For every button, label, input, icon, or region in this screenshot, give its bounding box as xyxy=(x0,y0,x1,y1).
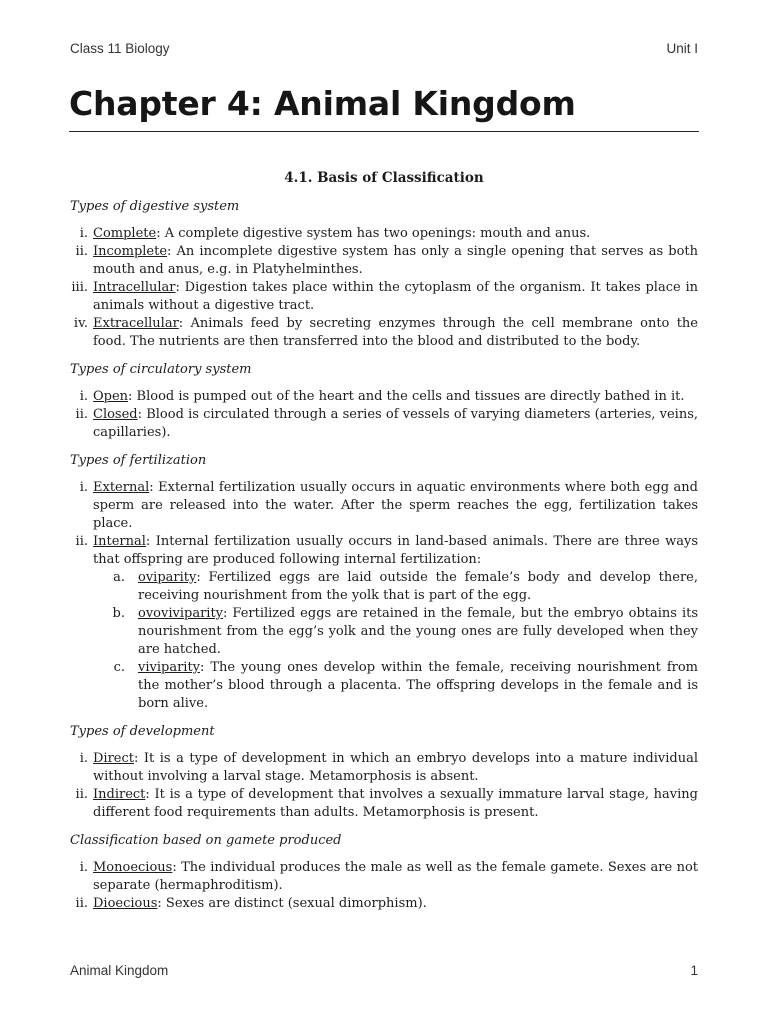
item-term: Monoecious xyxy=(93,860,173,875)
item-term: Complete xyxy=(93,226,157,241)
list-item xyxy=(70,859,698,895)
item-text: : It is a type of development in which an embryo develops into a mature individual without involving a larval stage. Metamorphosis is absent. xyxy=(93,751,698,784)
group-heading-gamete: Classification based on gamete produced xyxy=(70,833,342,848)
list-item xyxy=(70,243,698,279)
list-item xyxy=(70,225,698,243)
item-number: ii. xyxy=(75,244,88,259)
page-number: 1 xyxy=(690,963,698,978)
sublist-item xyxy=(93,569,698,605)
item-number: ii. xyxy=(75,787,88,802)
list-item xyxy=(70,279,698,315)
item-text: : It is a type of development that involves a sexually immature larval stage, having different food requirements than adults. Metamorphosis is present. xyxy=(93,787,698,820)
list-development xyxy=(70,750,698,822)
subitem-term: ovoviviparity xyxy=(138,606,224,621)
item-term: Intracellular xyxy=(93,280,176,295)
list-fertilization xyxy=(70,479,698,713)
item-text: : External fertilization usually occurs in aquatic environments where both egg and sperm are released into the water. After the sperm reaches the egg, fertilization takes place. xyxy=(93,480,698,531)
item-text: : An incomplete digestive system has only a single opening that serves as both mouth and anus, e.g. in Platyhelminthes. xyxy=(93,244,698,277)
item-term: Indirect xyxy=(93,787,146,802)
list-item xyxy=(70,533,698,713)
item-number: i. xyxy=(79,751,88,766)
footer-chapter-name: Animal Kingdom xyxy=(70,963,169,978)
group-heading-digestive: Types of digestive system xyxy=(70,199,240,214)
item-number: i. xyxy=(79,226,88,241)
item-text: : Sexes are distinct (sexual dimorphism). xyxy=(157,896,427,911)
item-term: Dioecious xyxy=(93,896,158,911)
group-heading-development: Types of development xyxy=(70,724,215,739)
list-circulatory xyxy=(70,388,698,442)
subitem-text: : Fertilized eggs are laid outside the female’s body and develop there, receiving nourishment from the yolk that is part of the egg. xyxy=(138,570,698,603)
sublist-item xyxy=(93,659,698,713)
group-heading-fertilization: Types of fertilization xyxy=(70,453,207,468)
subitem-letter: b. xyxy=(112,606,125,621)
page-header xyxy=(70,41,698,61)
list-item xyxy=(70,406,698,442)
list-digestive xyxy=(70,225,698,351)
item-number: ii. xyxy=(75,407,88,422)
list-item xyxy=(70,786,698,822)
list-item xyxy=(70,479,698,533)
item-term: External xyxy=(93,480,150,495)
section-heading: 4.1. Basis of Classification xyxy=(284,170,484,186)
item-text: : Animals feed by secreting enzymes through the cell membrane onto the food. The nutrients are then transferred into the blood and distributed to the body. xyxy=(93,316,698,349)
item-term: Extracellular xyxy=(93,316,179,331)
list-item xyxy=(70,895,698,913)
item-text: : A complete digestive system has two openings: mouth and anus. xyxy=(156,226,591,241)
item-term: Incomplete xyxy=(93,244,168,259)
item-number: iv. xyxy=(73,316,88,331)
subitem-term: viviparity xyxy=(138,660,201,675)
item-text: : Blood is circulated through a series of vessels of varying diameters (arteries, veins, capillaries). xyxy=(93,407,698,440)
item-term: Open xyxy=(93,389,129,404)
subitem-text: : The young ones develop within the female, receiving nourishment from the mother’s blood through a placenta. The offspring develops in the female and is born alive. xyxy=(138,660,698,711)
item-text: : Internal fertilization usually occurs in land-based animals. There are three ways that offspring are produced following internal fertilization: xyxy=(93,534,698,567)
item-text: : The individual produces the male as well as the female gamete. Sexes are not separate (hermaphroditism). xyxy=(93,860,698,893)
page-footer xyxy=(70,963,698,983)
item-number: i. xyxy=(79,480,88,495)
page-content xyxy=(70,168,698,923)
header-course: Class 11 Biology xyxy=(70,41,170,56)
list-item xyxy=(70,750,698,786)
list-item xyxy=(70,315,698,351)
subitem-letter: c. xyxy=(113,660,125,675)
item-text: : Blood is pumped out of the heart and the cells and tissues are directly bathed in it. xyxy=(128,389,685,404)
subitem-term: oviparity xyxy=(138,570,197,585)
item-number: iii. xyxy=(71,280,88,295)
title-divider xyxy=(69,131,699,132)
header-unit: Unit I xyxy=(666,41,698,56)
item-term: Direct xyxy=(93,751,134,766)
sublist-internal-fertilization xyxy=(93,569,698,713)
group-heading-circulatory: Types of circulatory system xyxy=(70,362,252,377)
sublist-item xyxy=(93,605,698,659)
subitem-letter: a. xyxy=(113,570,125,585)
subitem-text: : Fertilized eggs are retained in the female, but the embryo obtains its nourishment from the egg’s yolk and the young ones are fully developed when they are hatched. xyxy=(138,606,698,657)
chapter-title: Chapter 4: Animal Kingdom xyxy=(69,84,576,123)
item-text: : Digestion takes place within the cytoplasm of the organism. It takes place in animals without a digestive tract. xyxy=(93,280,698,313)
item-number: i. xyxy=(79,860,88,875)
item-term: Internal xyxy=(93,534,146,549)
list-item xyxy=(70,388,698,406)
item-number: i. xyxy=(79,389,88,404)
item-number: ii. xyxy=(75,896,88,911)
item-number: ii. xyxy=(75,534,88,549)
list-gamete xyxy=(70,859,698,913)
item-term: Closed xyxy=(93,407,138,422)
